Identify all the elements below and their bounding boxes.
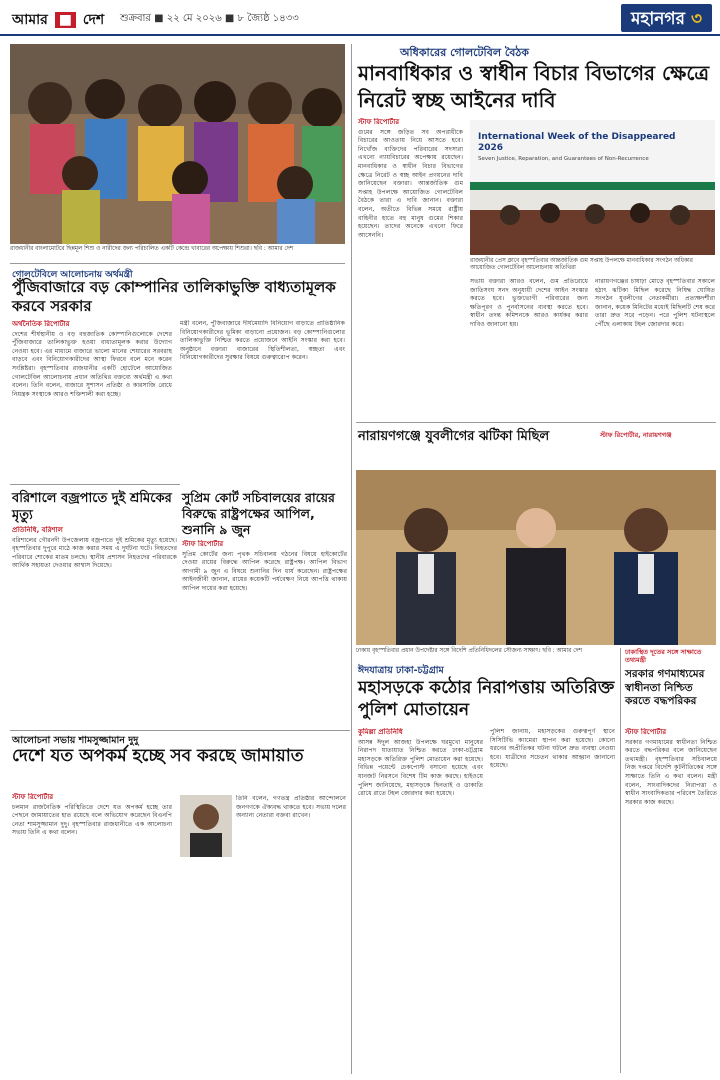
conference-photo-caption: রাজধানীর প্রেস ক্লাবে বৃহস্পতিবার আন্তর্জাতিক গুম সপ্তাহ উপলক্ষে মানবাধিকার সংগঠন অধিকার আয়োজিত গোলটেবিল আলোচনায় অতিথিরা (470, 258, 693, 272)
jamaat-body: চলমান রাজনৈতিক পরিস্থিতিতে দেশে যত অপকর্ম হচ্ছে তার পেছনে জামায়াতের হাত রয়েছে বলে অভিযোগ করেছেন বিএনপি নেতা শামসুজ্জামান দুদু। বৃহস্পতিবার রাজধানীতে এক আলোচনা সভায় তিনি এ কথা বলেন। (12, 803, 172, 837)
meeting-photo-caption: ঢাকায় বৃহস্পতিবার প্রধান উপদেষ্টার সঙ্গে বিদেশি প্রতিনিধিদলের সৌজন্য সাক্ষাৎ। ছবি : আমার দেশ (356, 648, 582, 654)
rule (10, 484, 180, 485)
paper-name: আমার ■ দেশ (12, 12, 105, 28)
highway-headline: মহাসড়কে কঠোর নিরাপত্তায় অতিরিক্ত পুলিশ মোতায়েন (358, 678, 615, 720)
jamaat-article-col1 (12, 793, 172, 1073)
jamaat-kicker: আলোচনা সভায় শামসুজ্জামান দুদু (12, 735, 139, 746)
highway-body-cont: পুলিশ জানায়, মহাসড়কের গুরুত্বপূর্ণ স্থানে সিসিটিভি ক্যামেরা স্থাপন করা হয়েছে। কোনো ধরনের অপ্রীতিকর ঘটনা ঘটলে দ্রুত ব্যবস্থা নেওয়া হবে। যাত্রীদের সচেতন থাকার আহ্বান জানানো হয়েছে। (490, 728, 615, 770)
highway-kicker: ঈদযাত্রায় ঢাকা-চট্টগ্রাম (358, 665, 444, 676)
press-kicker: ঢাকাস্থিত দূতের সঙ্গে সাক্ষাতে তথ্যমন্ত্রী (625, 648, 702, 664)
column-divider (351, 44, 352, 1074)
jamaat-body-cont: তিনি বলেন, গণতন্ত্র প্রতিষ্ঠার আন্দোলনে জনগণকে ঐক্যবদ্ধ থাকতে হবে। সভায় দলের অন্যান্য নেতারা বক্তব্য রাখেন। (236, 795, 346, 820)
main-article-col2 (470, 278, 588, 418)
highway-byline: কুমিল্লা প্রতিনিধি (358, 728, 403, 736)
main-kicker: অধিকারের গোলটেবিল বৈঠক (400, 46, 529, 59)
rule (620, 648, 621, 1073)
meeting-photo (356, 470, 716, 645)
supreme-court-headline: সুপ্রিম কোর্ট সচিবালয়ের রায়ের বিরুদ্ধে রাষ্ট্রপক্ষের আপিল, শুনানি ৯ জুন (182, 490, 335, 537)
stock-article-col1 (12, 320, 172, 480)
jamaat-headline: দেশে যত অপকর্ম হচ্ছে সব করছে জামায়াত (12, 746, 304, 766)
main-article-col3 (595, 278, 715, 418)
children-photo (10, 44, 345, 244)
supreme-court-article (182, 540, 347, 726)
highway-article-col1 (358, 728, 483, 1073)
main-body-cont-2: নারায়ণগঞ্জের চাষাঢ়া মোড়ে বৃহস্পতিবার সকালে হঠাৎ ঝটিকা মিছিল করেছে নিষিদ্ধ ঘোষিত সংগঠন যুবলীগের নেতাকর্মীরা। প্রত্যক্ষদর্শীরা জানান, কয়েক মিনিটের মধ্যেই মিছিলটি শেষ করে তারা দ্রুত সরে পড়েন। পরে পুলিশ ঘটনাস্থলে পৌঁছে এলাকায় টহল জোরদার করে। (595, 278, 715, 328)
conference-banner-title: International Week of the Disappeared 2026 (478, 132, 676, 153)
jamaat-article-col2 (236, 795, 346, 1073)
main-headline: মানবাধিকার ও স্বাধীন বিচার বিভাগের ক্ষেত্রে নিরেট স্বচ্ছ আইনের দাবি (358, 61, 710, 112)
speaker-portrait (180, 795, 232, 857)
supreme-court-body: সুপ্রিম কোর্টের জন্য পৃথক সচিবালয় গঠনের বিষয়ে হাইকোর্টের দেওয়া রায়ের বিরুদ্ধে আপিল করেছে রাষ্ট্রপক্ষ। আপিল বিভাগ আগামী ৯ জুন এ বিষয়ে শুনানির দিন ধার্য করেছেন। রাষ্ট্রপক্ষের আইনজীবী জানান, রায়ের কয়েকটি পর্যবেক্ষণ নিয়ে আপত্তি থাকায় আপিল দায়ের করা হয়েছে। (182, 550, 347, 592)
stock-headline: পুঁজিবাজারে বড় কোম্পানির তালিকাভুক্তি বাধ্যতামূলক করবে সরকার (12, 278, 336, 315)
main-article-col1 (358, 118, 463, 418)
press-body: সরকার গণমাধ্যমের স্বাধীনতা নিশ্চিত করতে বদ্ধপরিকর বলে জানিয়েছেন তথ্যমন্ত্রী। বৃহস্পতিবার সচিবালয়ে নিজ দপ্তরে বিদেশি কূটনীতিকের সঙ্গে সাক্ষাতে তিনি এ কথা বলেন। মন্ত্রী বলেন, সাংবাদিকদের নিরাপত্তা ও স্বাধীন সাংবাদিকতার পরিবেশ তৈরিতে সরকার কাজ করছে। (625, 738, 717, 806)
conference-banner-sub: Seven Justice, Reparation, and Guarantees of Non-Recurrence (478, 156, 649, 162)
highway-body: আসন্ন ঈদুল আজহা উপলক্ষে ঘরমুখো মানুষের নিরাপদ যাতায়াত নিশ্চিত করতে ঢাকা-চট্টগ্রাম মহাসড়কে অতিরিক্ত পুলিশ মোতায়েন করা হয়েছে। বিভিন্ন পয়েন্টে চেকপোস্ট বসানো হয়েছে এবং যানজট নিরসনে বিশেষ টিম কাজ করছে। হাইওয়ে পুলিশ জানিয়েছে, মহাসড়কে ছিনতাই ও ডাকাতি রোধে রাতে টহল জোরদার করা হয়েছে। (358, 738, 483, 798)
main-byline: স্টাফ রিপোর্টার (358, 118, 400, 126)
press-headline: সরকার গণমাধ্যমের স্বাধীনতা নিশ্চিত করতে বদ্ধপরিকর (625, 668, 705, 707)
stock-body-cont: মন্ত্রী বলেন, পুঁজিবাজারে দীর্ঘমেয়াদি বিনিয়োগ বাড়াতে প্রাতিষ্ঠানিক বিনিয়োগকারীদের ভূমিকা বাড়ানো প্রয়োজন। বড় কোম্পানিগুলোর তালিকাভুক্তি নিশ্চিত করতে প্রয়োজনে আইনি সংস্কার করা হবে। অনুষ্ঠানে বক্তারা বাজারের স্থিতিশীলতা, স্বচ্ছতা এবং বিনিয়োগকারীদের সুরক্ষার বিষয়ে গুরুত্বারোপ করেন। (180, 320, 345, 362)
supreme-court-byline: স্টাফ রিপোর্টার (182, 540, 224, 548)
section-name: মহানগর (630, 9, 685, 29)
jamaat-byline: স্টাফ রিপোর্টার (12, 793, 54, 801)
paper-name-a: আমার (12, 12, 48, 28)
press-article (625, 728, 717, 1073)
stock-kicker: গোলটেবিলে আলোচনায় অর্থমন্ত্রী (12, 270, 133, 280)
rule (10, 730, 350, 731)
narayanganj-byline: স্টাফ রিপোর্টার, নারায়ণগঞ্জ (600, 431, 672, 439)
barishal-article (12, 526, 177, 726)
barishal-headline: বরিশালে বজ্রপাতে দুই শ্রমিকের মৃত্যু (12, 491, 172, 523)
barishal-byline: প্রতিনিধি, বরিশাল (12, 526, 63, 534)
children-photo-image (10, 44, 345, 244)
conference-photo (470, 120, 715, 255)
paper-name-b: দেশ (82, 12, 105, 28)
narayanganj-headline-main: নারায়ণগঞ্জে যুবলীগের ঝটিকা মিছিল (358, 429, 550, 444)
page-number: ৩ (690, 9, 702, 29)
speaker-portrait-image (180, 795, 232, 857)
meeting-photo-image (356, 470, 716, 645)
stock-body: দেশের শীর্ষস্থানীয় ও বড় বহুজাতিক কোম্পানিগুলোকে দেশের পুঁজিবাজারে তালিকাভুক্ত হওয়া বাধ্যতামূলক করার উদ্যোগ নেওয়া হবে। এর মাধ্যমে বাজারে ভালো মানের শেয়ারের সরবরাহ বাড়বে এবং বিনিয়োগকারীদের আস্থা ফিরবে বলে মনে করেন সংশ্লিষ্টরা। বৃহস্পতিবার রাজধানীর একটি হোটেলে আয়োজিত গোলটেবিল আলোচনায় প্রধান অতিথির বক্তব্যে অর্থমন্ত্রী এ কথা বলেন। তিনি বলেন, বাজারে সুশাসন প্রতিষ্ঠা ও কারসাজি রোধে নিয়ন্ত্রক সংস্থাকে আরও শক্তিশালী করা হচ্ছে। (12, 330, 172, 398)
children-photo-caption: রাজধানীর বাংলামোটরে ছিন্নমূল শিশু ও নারীদের জন্য পরিচালিত একটি কেন্দ্রে খাবারের অপেক্ষায় শিশুরা। ছবি : আমার দেশ (10, 246, 294, 252)
stock-byline: অর্থনৈতিক রিপোর্টার (12, 320, 70, 328)
stock-article-col2 (180, 320, 345, 480)
main-body-cont: সভায় বক্তারা আরও বলেন, গুম প্রতিরোধে জাতিসংঘ সনদ অনুযায়ী দেশের আইন সংস্কার করতে হবে। ভুক্তভোগী পরিবারের জন্য ক্ষতিপূরণ ও পুনর্বাসনের ব্যবস্থা করতে হবে। স্বাধীন তদন্ত কমিশনকে আরও কার্যকর করার দাবিও জানানো হয়। (470, 278, 588, 328)
main-body: গুমের সঙ্গে জড়িত সব অপরাধীকে বিচারের আওতায় নিয়ে আসতে হবে। নিখোঁজ ব্যক্তিদের পরিবারের সদস্যরা এখনো ন্যায়বিচারের অপেক্ষায় রয়েছেন। মানবাধিকার ও স্বাধীন বিচার বিভাগের ক্ষেত্রে নিরেট ও স্বচ্ছ আইন প্রণয়নের দাবি জানিয়েছেন বক্তারা। আন্তর্জাতিক গুম সপ্তাহ উপলক্ষে আয়োজিত গোলটেবিল বৈঠকে তারা এ দাবি জানান। বক্তারা বলেন, অতীতে বিভিন্ন সময়ে রাষ্ট্রীয় বাহিনীর হাতে বহু মানুষ গুমের শিকার হয়েছেন। তাদের অনেকে এখনো ফিরে আসেননি। (358, 128, 463, 239)
rule (10, 263, 345, 264)
masthead (0, 0, 720, 36)
section-badge (621, 4, 712, 32)
highway-article-col2 (490, 728, 615, 1073)
press-byline: স্টাফ রিপোর্টার (625, 728, 667, 736)
rule (356, 422, 716, 423)
barishal-body: বরিশালের গৌরনদী উপজেলায় বজ্রপাতে দুই শ্রমিকের মৃত্যু হয়েছে। বৃহস্পতিবার দুপুরে মাঠে কাজ করার সময় এ দুর্ঘটনা ঘটে। নিহতদের পরিবারে শোকের মাতম চলছে। স্থানীয় প্রশাসন নিহতদের পরিবারকে আর্থিক সহায়তা দেওয়ার আশ্বাস দিয়েছে। (12, 536, 177, 570)
issue-date: শুক্রবার ■ ২২ মে ২০২৬ ■ ৮ জ্যৈষ্ঠ ১৪৩৩ (120, 13, 299, 24)
